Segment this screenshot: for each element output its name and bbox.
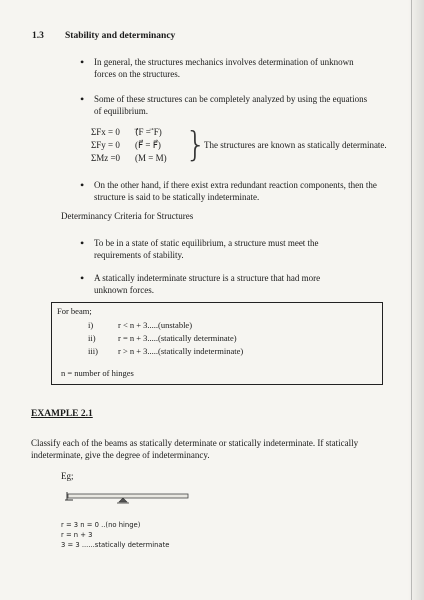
rule-number: ii) [88,333,96,343]
eg-label: Eg; [61,471,74,481]
bullet-text: On the other hand, if there exist extra redundant reaction components, then the structure is said to be statically indeterminate. [94,180,377,202]
rule-text: r > n + 3.....(statically indeterminate) [118,346,244,356]
example-title: EXAMPLE 2.1 [31,409,93,419]
rule-text: r = n + 3.....(statically determinate) [118,333,237,343]
beam-diagram [63,489,193,509]
equation-mz-form: (M = M) [135,153,167,163]
bullet-text: A statically indeterminate structure is a structure that had more unknown forces. [94,273,321,295]
binding-edge-line [411,0,412,600]
beam-criteria-box [51,302,383,385]
box-heading: For beam; [57,306,92,316]
equation-mz: ΣMz =0 [91,153,121,163]
hinges-note: n = number of hinges [61,368,134,378]
rule-text: r < n + 3.....(unstable) [118,320,193,330]
example-text: Classify each of the beams as statically determinate or statically indeterminate. If statically indeterminate, give the degree of indeterminancy. [31,438,359,460]
criteria-heading: Determinancy Criteria for Structures [61,211,194,221]
bullet-dot-icon: • [80,55,85,69]
rule-number: iii) [88,346,98,356]
bullet-text: To be in a state of static equilibrium, a structure must meet the requirements of stability. [94,238,319,260]
equation-fy: ΣFy = 0 [91,140,120,150]
right-brace-icon: } [185,125,207,165]
equation-fx: ΣFx = 0 [91,127,120,137]
rule-number: i) [88,320,94,330]
bullet-dot-icon: • [80,236,85,250]
equations-note: The structures are known as statically determinate. [204,140,387,150]
bullet-dot-icon: • [80,178,85,192]
bullet-dot-icon: • [80,92,85,106]
equation-fx-form: (⃗F = ⃗F) [135,127,162,137]
calc-line: 3 = 3 ......statically determinate [61,541,170,549]
section-number: 1.3 [32,31,44,41]
equation-fy-form: (F⃗ = F⃗) [135,140,161,150]
bullet-text: In general, the structures mechanics involves determination of unknown forces on the structures. [94,57,354,79]
bullet-text: Some of these structures can be completely analyzed by using the equations of equilibrium. [94,94,368,116]
section-title: Stability and determinancy [65,31,176,41]
calc-line: r = 3 n = 0 ..(no hinge) [61,521,141,529]
calc-line: r = n + 3 [61,531,93,539]
roller-support-icon [119,498,127,502]
bullet-dot-icon: • [80,271,85,285]
beam-body [68,494,188,498]
